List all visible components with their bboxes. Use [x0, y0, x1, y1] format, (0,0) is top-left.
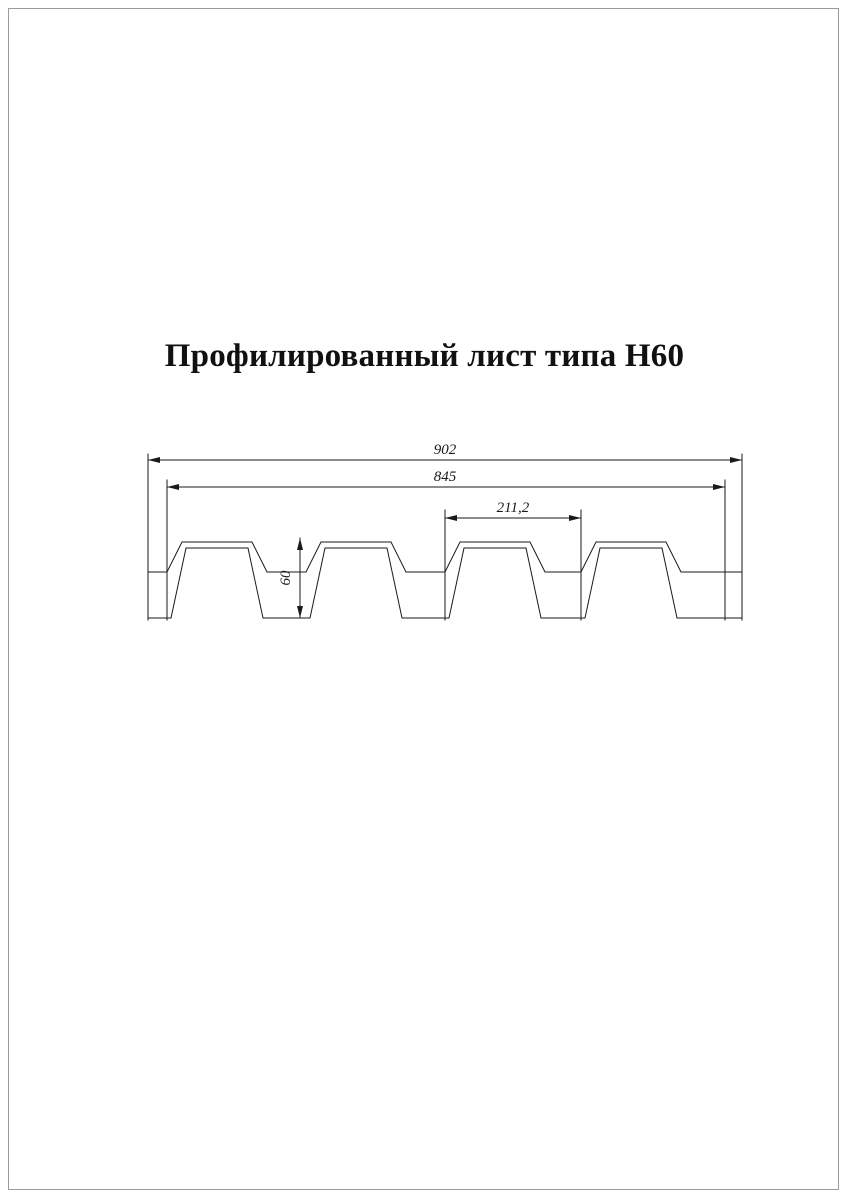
dimension-label-pitch: 211,2 [496, 500, 530, 516]
arrow-pitch-right [569, 515, 581, 521]
dimension-label-working-width: 845 [433, 469, 457, 485]
arrow-height-top [297, 538, 303, 550]
arrow-overall-right [730, 457, 742, 463]
arrow-height-bottom [297, 606, 303, 618]
page-title: Профилированный лист типа Н60 [164, 338, 685, 374]
arrow-pitch-left [445, 515, 457, 521]
arrow-overall-left [148, 457, 160, 463]
arrow-working-right [713, 484, 725, 490]
arrow-working-left [167, 484, 179, 490]
dimension-label-overall-width: 902 [433, 442, 457, 458]
dimension-label-height: 60 [278, 570, 294, 586]
profiled-sheet-drawing [120, 430, 780, 690]
